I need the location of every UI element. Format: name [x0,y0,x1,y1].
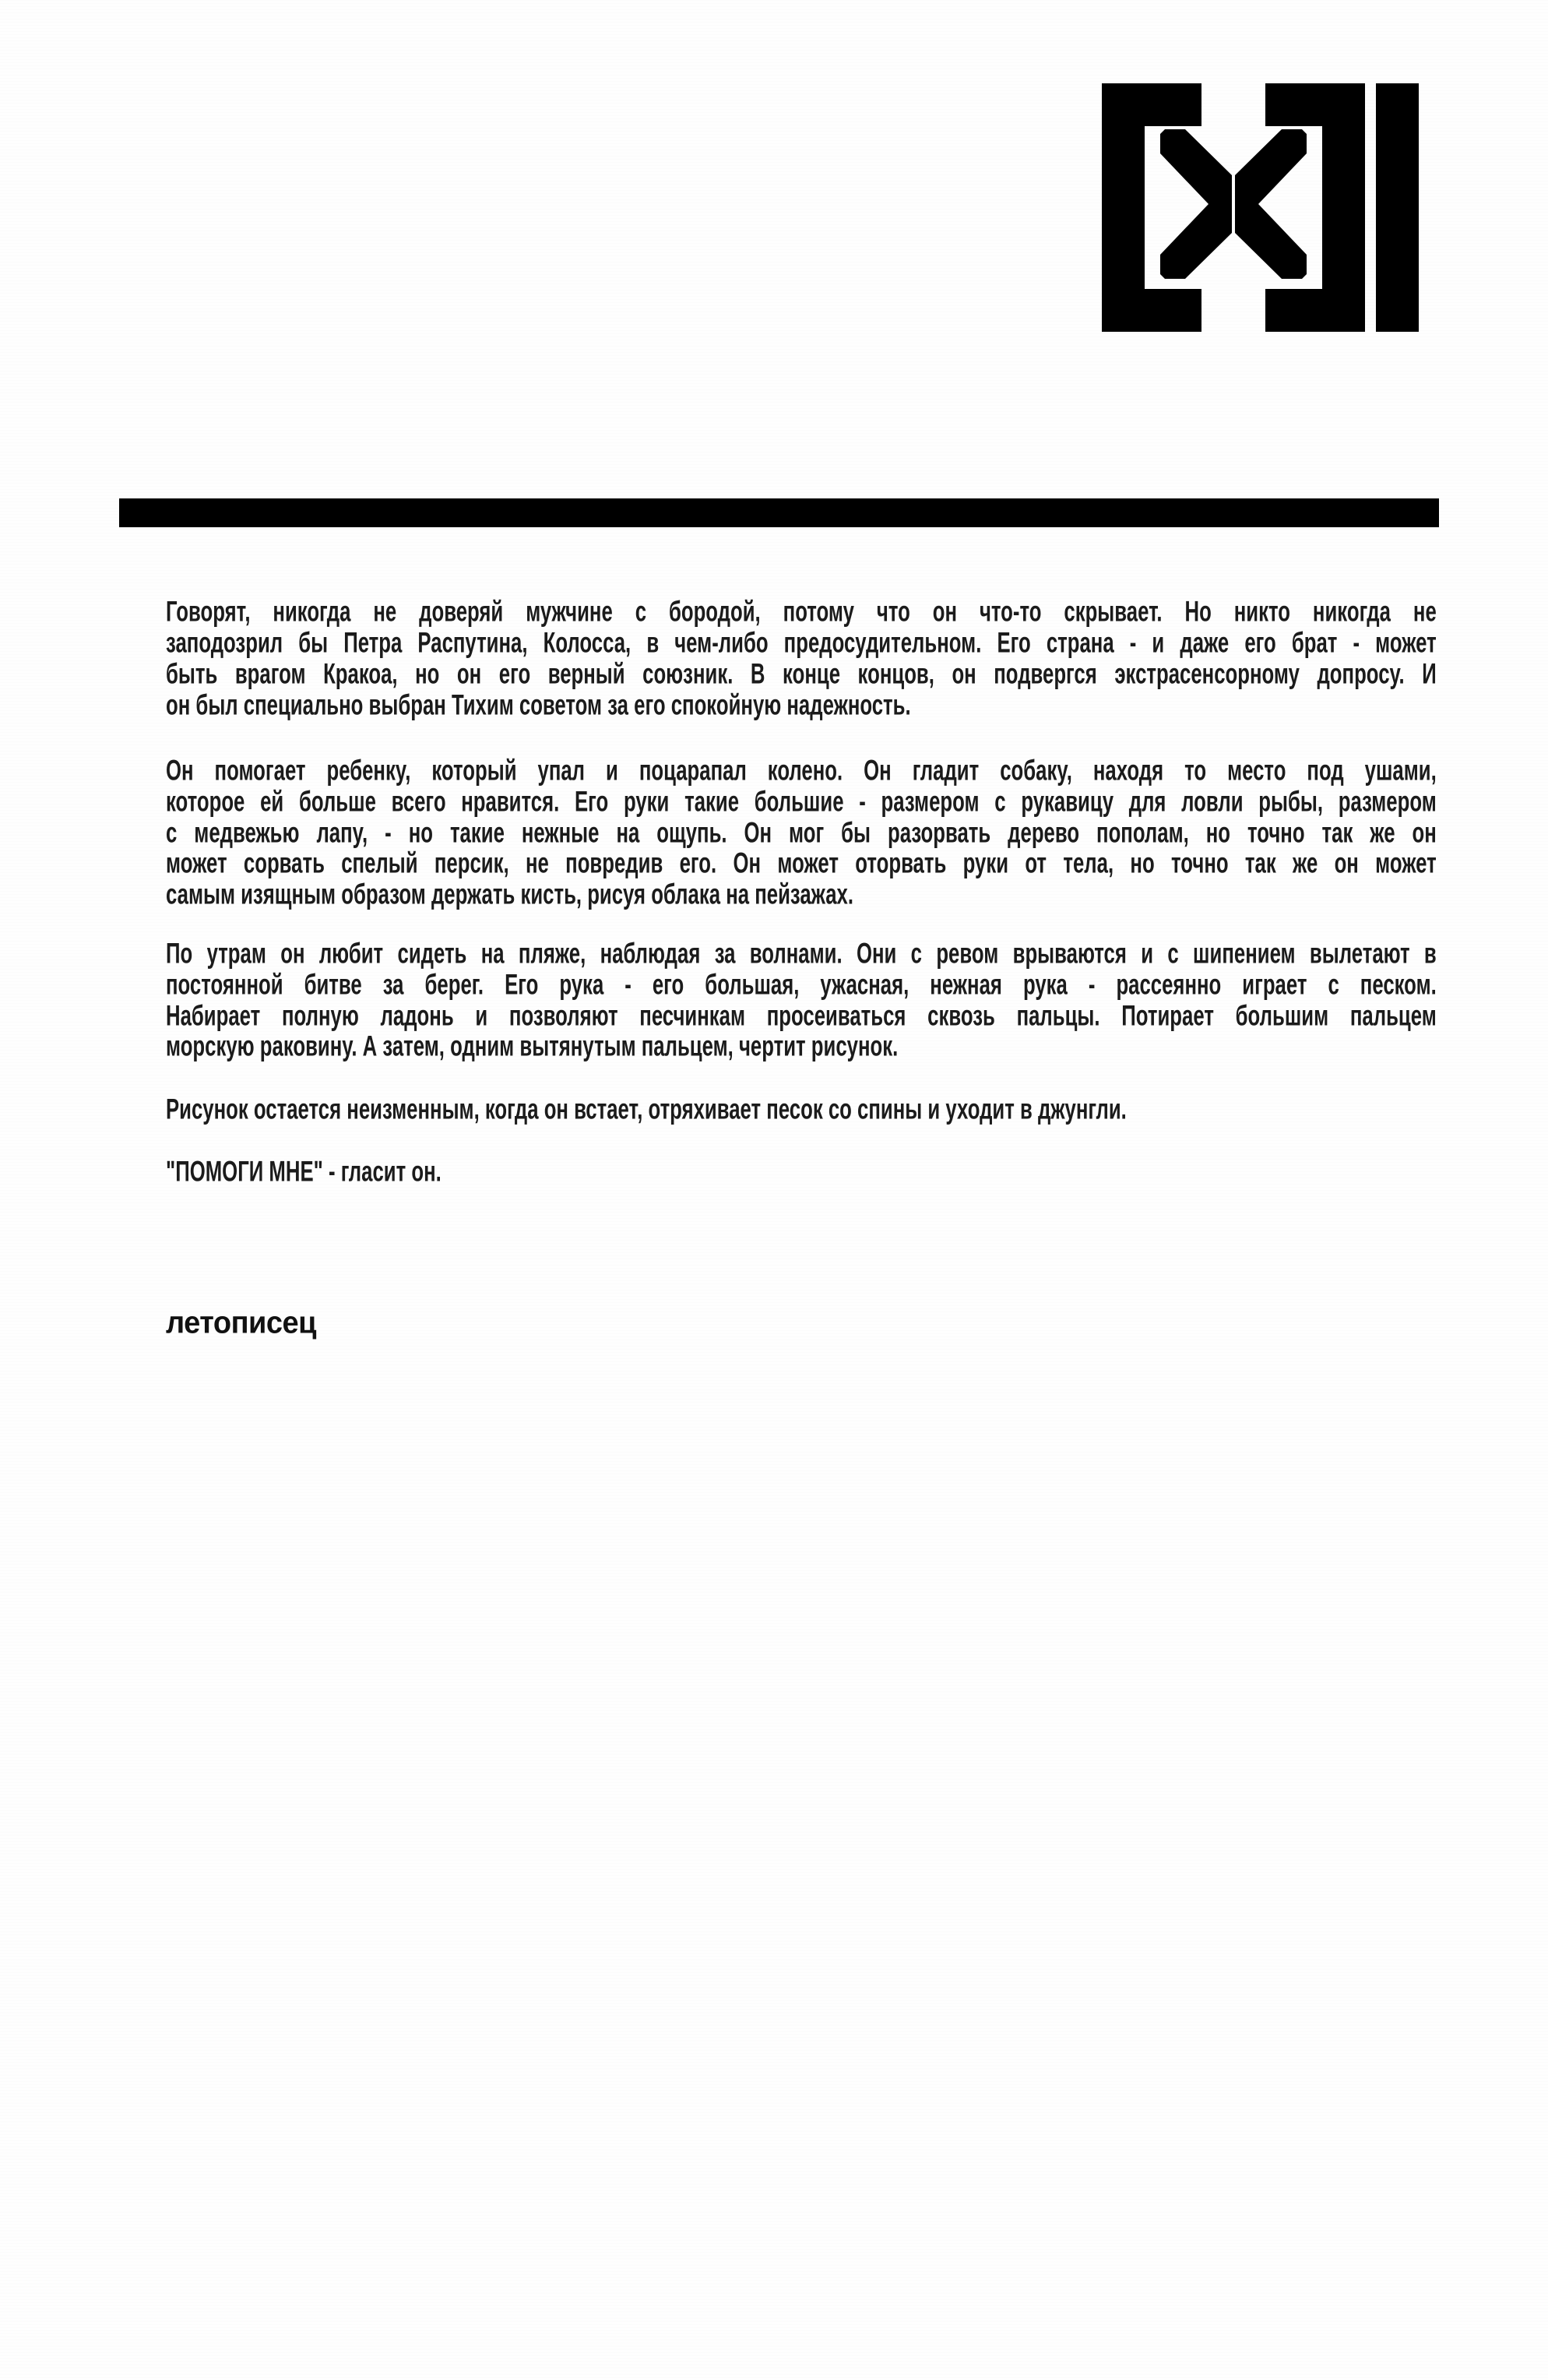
header-divider-bar [119,498,1439,527]
paragraph-1-line-1: Говорят, никогда не доверяй мужчине с бородой, потому что он что-то скрывает. Но никто никогда не [166,597,1437,628]
logo-left-bracket [1102,83,1201,332]
logo-vertical-bar [1376,83,1419,332]
paragraph-2-line-5: самым изящным образом держать кисть, рисуя облака на пейзажах. [166,877,854,910]
logo-x-right-half [1235,129,1307,279]
paragraph-1-line-4: он был специально выбран Тихим советом за его спокойную надежность. [166,688,911,721]
paragraph-5-line-1: "ПОМОГИ МНЕ" - гласит он. [166,1154,442,1188]
paragraph-2-line-2: которое ей больше всего нравится. Его руки такие большие - размером с рукавицу для ловли рыбы, размером [166,787,1437,818]
author-signature: летописец [166,1305,317,1340]
logo-right-bracket [1265,83,1365,332]
paragraph-3-line-4: морскую раковину. А затем, одним вытянутым пальцем, чертит рисунок. [166,1029,899,1062]
paragraph-3-line-2: постоянной битве за берег. Его рука - его большая, ужасная, нежная рука - рассеянно играет с песком. [166,970,1437,1001]
paragraph-4-line-1: Рисунок остается неизменным, когда он встает, отряхивает песок со спины и уходит в джунгли. [166,1092,1127,1125]
paragraph-1-line-3: быть врагом Кракоа, но он его верный союзник. В конце концов, он подвергся экстрасенсорному допросу. И [166,659,1437,690]
logo-x-left-half [1160,129,1232,279]
x-bracket-logo [1102,83,1420,332]
paragraph-2-line-3: с медвежью лапу, - но такие нежные на ощупь. Он мог бы разорвать дерево пополам, но точно так же он [166,818,1437,849]
paragraph-2-line-1: Он помогает ребенку, который упал и поцарапал колено. Он гладит собаку, находя то место под ушами, [166,755,1437,787]
paragraph-1-line-2: заподозрил бы Петра Распутина, Колосса, в чем-либо предосудительном. Его страна - и даже его брат - может [166,628,1437,659]
paragraph-3-line-1: По утрам он любит сидеть на пляже, наблюдая за волнами. Они с ревом врываются и с шипением вылетают в [166,938,1437,970]
paragraph-3-line-3: Набирает полную ладонь и позволяют песчинкам просеиваться сквозь пальцы. Потирает большим пальцем [166,1001,1437,1032]
paragraph-2-line-4: может сорвать спелый персик, не повредив его. Он может оторвать руки от тела, но точно так же он может [166,848,1437,879]
